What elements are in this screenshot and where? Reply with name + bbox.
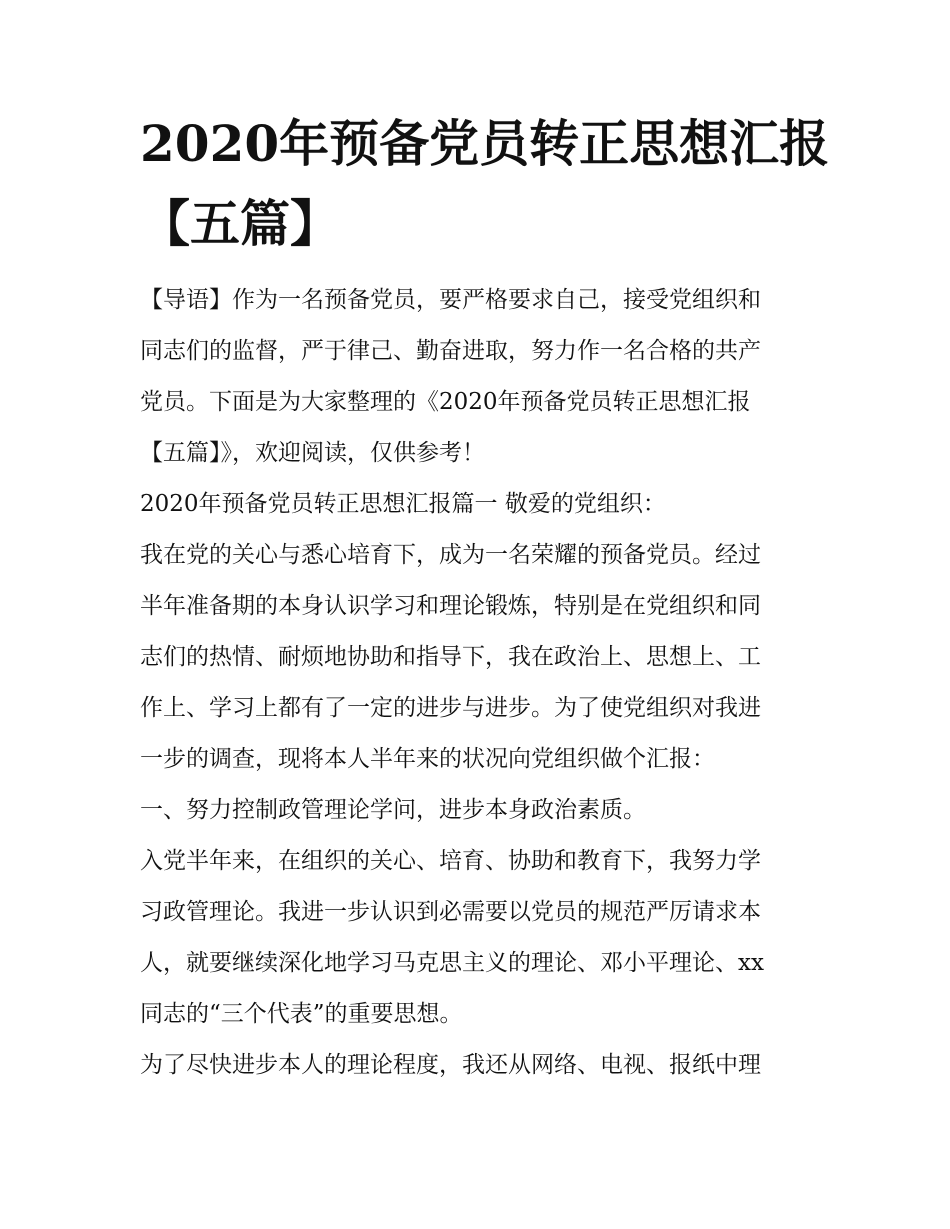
body-text-line: 作上、学习上都有了一定的进步与进步。为了使党组织对我进 (140, 695, 761, 721)
body-text-line: 同志的“三个代表”的重要思想。 (140, 1001, 463, 1027)
subheading-line: 一、努力控制政管理论学问，进步本身政治素质。 (140, 797, 646, 823)
body-text-line: 同志们的监督，严于律己、勤奋进取，努力作一名合格的共产 (140, 338, 761, 364)
body-text-line: 【导语】作为一名预备党员，要严格要求自己，接受党组织和 (140, 287, 761, 313)
body-text-line: 一步的调查，现将本人半年来的状况向党组织做个汇报： (140, 746, 715, 772)
body-text-line: 入党半年来，在组织的关心、培育、协助和教育下，我努力学 (140, 848, 761, 874)
document-title-line-2: 【五篇】 (140, 194, 340, 253)
section-heading-line: 2020年预备党员转正思想汇报篇一 敬爱的党组织： (140, 491, 666, 517)
body-text-line: 志们的热情、耐烦地协助和指导下，我在政治上、思想上、工 (140, 644, 761, 670)
body-text-line: 人，就要继续深化地学习马克思主义的理论、邓小平理论、xx (140, 950, 764, 976)
body-text-line: 【五篇】》，欢迎阅读，仅供参考！ (140, 440, 485, 466)
body-text-line: 我在党的关心与悉心培育下，成为一名荣耀的预备党员。经过 (140, 542, 761, 568)
body-text-line: 为了尽快进步本人的理论程度，我还从网络、电视、报纸中理 (140, 1052, 761, 1078)
document-title-line-1: 2020年预备党员转正思想汇报 (140, 114, 830, 173)
body-text-line: 党员。下面是为大家整理的《2020年预备党员转正思想汇报 (140, 389, 751, 415)
body-text-line: 半年准备期的本身认识学习和理论锻炼，特别是在党组织和同 (140, 593, 761, 619)
body-text-line: 习政管理论。我进一步认识到必需要以党员的规范严厉请求本 (140, 899, 761, 925)
